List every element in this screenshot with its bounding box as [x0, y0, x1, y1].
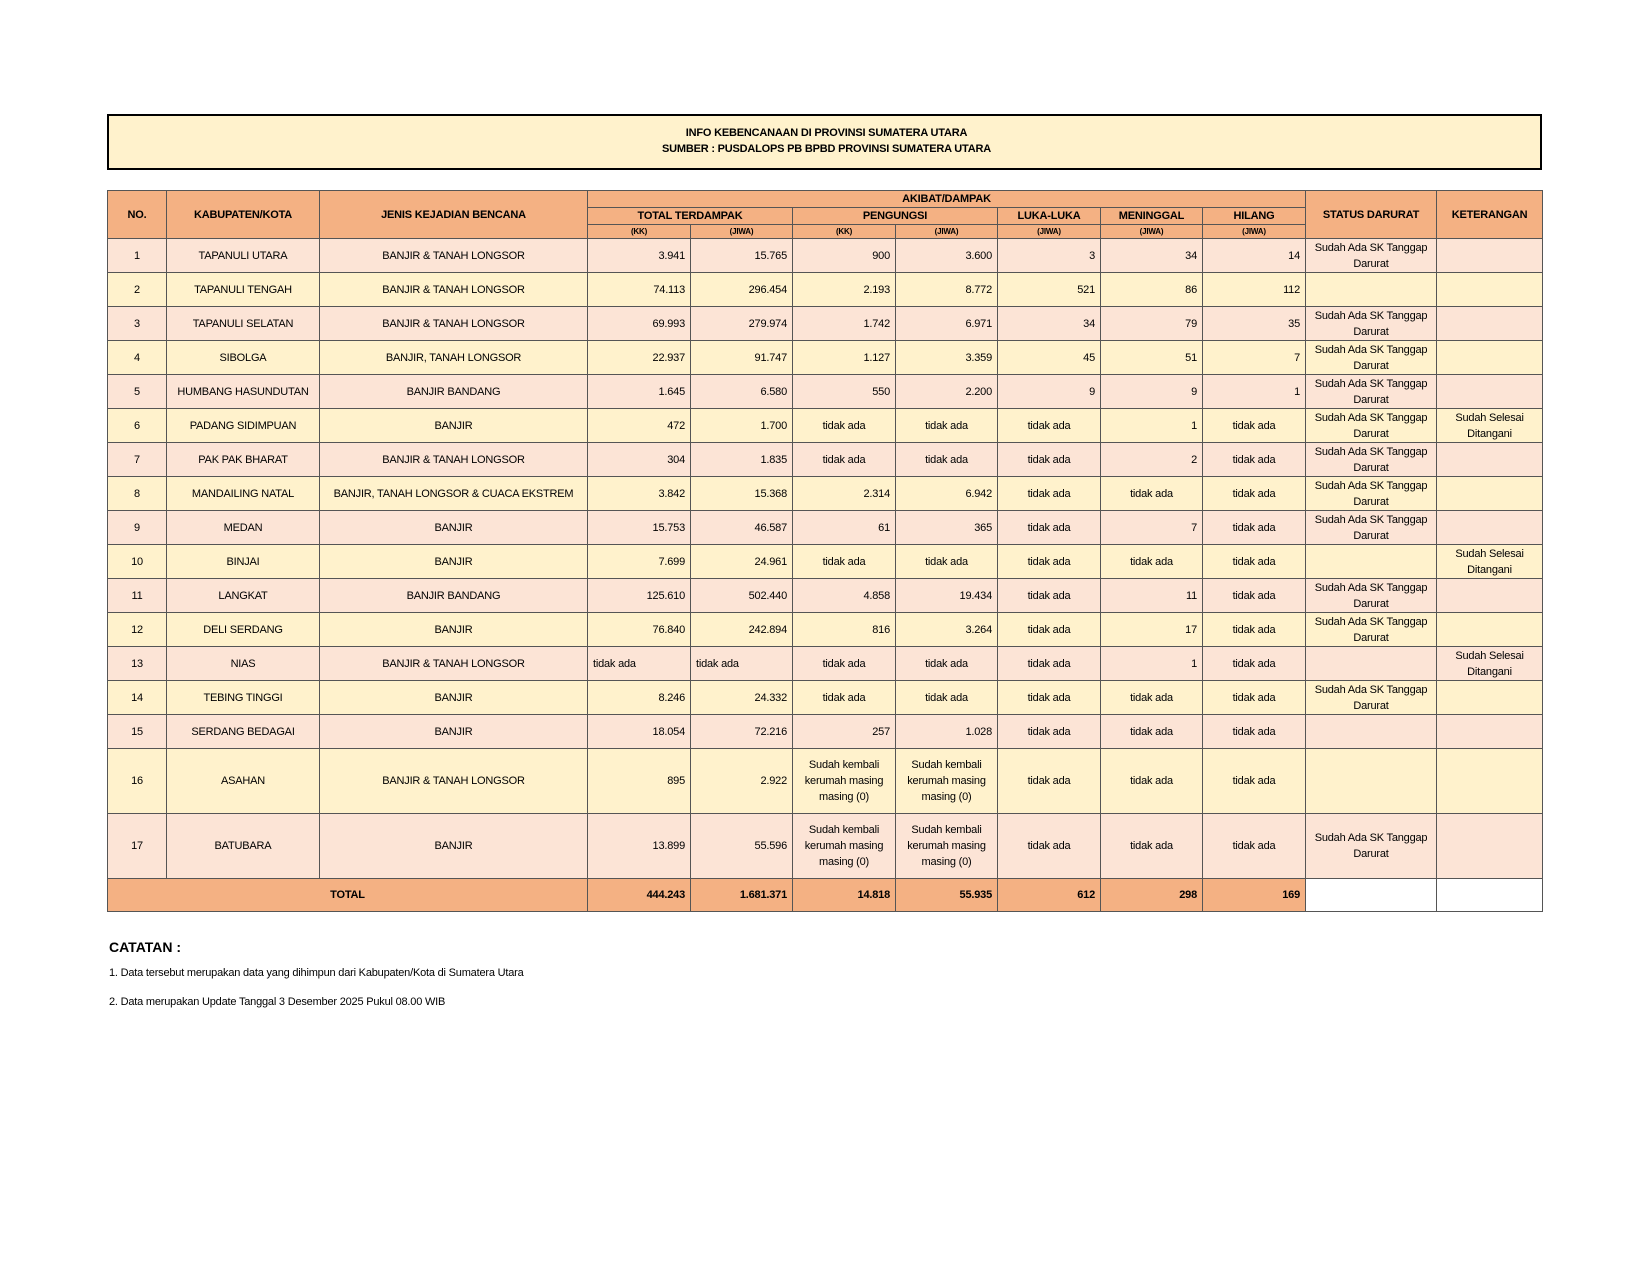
- row-number: 12: [108, 613, 167, 647]
- row-refugees-jiwa: tidak ada: [896, 681, 998, 715]
- row-affected-kk: 472: [588, 409, 691, 443]
- row-affected-jiwa: 24.332: [691, 681, 793, 715]
- table-row: [108, 239, 1543, 273]
- row-affected-kk: 76.840: [588, 613, 691, 647]
- row-affected-kk: 895: [588, 749, 691, 814]
- col-header-refugees: PENGUNGSI: [793, 208, 998, 225]
- row-number: 3: [108, 307, 167, 341]
- row-refugees-kk: 2.193: [793, 273, 896, 307]
- row-affected-kk: 3.941: [588, 239, 691, 273]
- row-injured: tidak ada: [998, 511, 1101, 545]
- row-refugees-kk: tidak ada: [793, 681, 896, 715]
- row-dead: tidak ada: [1101, 477, 1203, 511]
- row-affected-kk: 304: [588, 443, 691, 477]
- row-refugees-kk: 2.314: [793, 477, 896, 511]
- row-refugees-kk: 61: [793, 511, 896, 545]
- row-dead: tidak ada: [1101, 814, 1203, 879]
- row-affected-kk: 18.054: [588, 715, 691, 749]
- row-remarks: Sudah Selesai Ditangani: [1437, 409, 1543, 443]
- row-missing: tidak ada: [1203, 409, 1306, 443]
- row-disaster-type: BANJIR: [320, 545, 588, 579]
- table-row: [108, 715, 1543, 749]
- row-refugees-jiwa: tidak ada: [896, 443, 998, 477]
- col-header-dead: MENINGGAL: [1101, 208, 1203, 225]
- row-affected-jiwa: 1.700: [691, 409, 793, 443]
- row-injured: tidak ada: [998, 477, 1101, 511]
- row-missing: tidak ada: [1203, 613, 1306, 647]
- row-refugees-kk: 1.742: [793, 307, 896, 341]
- row-number: 9: [108, 511, 167, 545]
- row-region: ASAHAN: [167, 749, 320, 814]
- row-missing: 7: [1203, 341, 1306, 375]
- row-affected-jiwa: 15.368: [691, 477, 793, 511]
- row-dead: tidak ada: [1101, 715, 1203, 749]
- row-refugees-jiwa: 3.264: [896, 613, 998, 647]
- row-region: DELI SERDANG: [167, 613, 320, 647]
- table-row: [108, 681, 1543, 715]
- row-disaster-type: BANJIR, TANAH LONGSOR & CUACA EKSTREM: [320, 477, 588, 511]
- row-refugees-jiwa: 6.971: [896, 307, 998, 341]
- row-affected-kk: 7.699: [588, 545, 691, 579]
- total-affected-kk: 444.243: [588, 879, 691, 912]
- table-row: [108, 613, 1543, 647]
- row-remarks: [1437, 749, 1543, 814]
- row-region: SIBOLGA: [167, 341, 320, 375]
- row-region: TAPANULI SELATAN: [167, 307, 320, 341]
- table-row: [108, 647, 1543, 681]
- col-header-type: JENIS KEJADIAN BENCANA: [320, 191, 588, 239]
- row-affected-jiwa: 24.961: [691, 545, 793, 579]
- total-remarks-blank: [1437, 879, 1543, 912]
- row-dead: 7: [1101, 511, 1203, 545]
- row-refugees-jiwa: 2.200: [896, 375, 998, 409]
- row-injured: tidak ada: [998, 443, 1101, 477]
- row-injured: tidak ada: [998, 545, 1101, 579]
- row-injured: tidak ada: [998, 715, 1101, 749]
- row-status: Sudah Ada SK Tanggap Darurat: [1306, 409, 1437, 443]
- row-affected-jiwa: 242.894: [691, 613, 793, 647]
- col-header-affected: TOTAL TERDAMPAK: [588, 208, 793, 225]
- row-affected-jiwa: 6.580: [691, 375, 793, 409]
- row-region: MEDAN: [167, 511, 320, 545]
- row-affected-kk: 125.610: [588, 579, 691, 613]
- row-region: MANDAILING NATAL: [167, 477, 320, 511]
- row-disaster-type: BANJIR: [320, 409, 588, 443]
- row-number: 15: [108, 715, 167, 749]
- row-remarks: [1437, 307, 1543, 341]
- row-status: Sudah Ada SK Tanggap Darurat: [1306, 375, 1437, 409]
- row-remarks: [1437, 341, 1543, 375]
- row-affected-kk: 69.993: [588, 307, 691, 341]
- row-missing: tidak ada: [1203, 545, 1306, 579]
- row-region: TAPANULI UTARA: [167, 239, 320, 273]
- row-status: Sudah Ada SK Tanggap Darurat: [1306, 681, 1437, 715]
- row-number: 6: [108, 409, 167, 443]
- row-refugees-kk: 550: [793, 375, 896, 409]
- table-row: [108, 477, 1543, 511]
- row-injured: 521: [998, 273, 1101, 307]
- row-disaster-type: BANJIR & TANAH LONGSOR: [320, 273, 588, 307]
- row-missing: tidak ada: [1203, 477, 1306, 511]
- row-remarks: [1437, 681, 1543, 715]
- col-header-status: STATUS DARURAT: [1306, 191, 1437, 239]
- row-number: 5: [108, 375, 167, 409]
- row-region: PADANG SIDIMPUAN: [167, 409, 320, 443]
- row-refugees-jiwa: Sudah kembali kerumah masing masing (0): [896, 749, 998, 814]
- col-header-no: NO.: [108, 191, 167, 239]
- row-refugees-kk: 1.127: [793, 341, 896, 375]
- row-remarks: [1437, 814, 1543, 879]
- row-affected-kk: 13.899: [588, 814, 691, 879]
- row-affected-jiwa: 502.440: [691, 579, 793, 613]
- row-dead: tidak ada: [1101, 681, 1203, 715]
- row-status: [1306, 647, 1437, 681]
- report-title-box: [107, 114, 1542, 170]
- row-remarks: [1437, 443, 1543, 477]
- table-row: [108, 545, 1543, 579]
- table-row: [108, 273, 1543, 307]
- row-dead: tidak ada: [1101, 749, 1203, 814]
- row-disaster-type: BANJIR BANDANG: [320, 579, 588, 613]
- row-affected-jiwa: tidak ada: [691, 647, 793, 681]
- row-disaster-type: BANJIR: [320, 814, 588, 879]
- row-refugees-jiwa: 19.434: [896, 579, 998, 613]
- row-refugees-jiwa: 6.942: [896, 477, 998, 511]
- row-region: TEBING TINGGI: [167, 681, 320, 715]
- unit-header: (JIWA): [1203, 225, 1306, 239]
- row-affected-jiwa: 2.922: [691, 749, 793, 814]
- table-body: [108, 239, 1543, 912]
- row-refugees-kk: 816: [793, 613, 896, 647]
- row-dead: 11: [1101, 579, 1203, 613]
- total-refugees-kk: 14.818: [793, 879, 896, 912]
- row-missing: tidak ada: [1203, 579, 1306, 613]
- row-disaster-type: BANJIR & TANAH LONGSOR: [320, 239, 588, 273]
- col-header-remarks: KETERANGAN: [1437, 191, 1543, 239]
- table-row: [108, 579, 1543, 613]
- row-disaster-type: BANJIR & TANAH LONGSOR: [320, 307, 588, 341]
- row-disaster-type: BANJIR: [320, 613, 588, 647]
- unit-header: (KK): [588, 225, 691, 239]
- unit-header: (JIWA): [896, 225, 998, 239]
- row-status: Sudah Ada SK Tanggap Darurat: [1306, 307, 1437, 341]
- row-affected-jiwa: 72.216: [691, 715, 793, 749]
- row-dead: 1: [1101, 409, 1203, 443]
- row-injured: 34: [998, 307, 1101, 341]
- row-remarks: [1437, 579, 1543, 613]
- row-region: NIAS: [167, 647, 320, 681]
- unit-header: (JIWA): [998, 225, 1101, 239]
- row-number: 10: [108, 545, 167, 579]
- row-refugees-kk: tidak ada: [793, 545, 896, 579]
- row-status: Sudah Ada SK Tanggap Darurat: [1306, 443, 1437, 477]
- row-number: 8: [108, 477, 167, 511]
- row-status: Sudah Ada SK Tanggap Darurat: [1306, 613, 1437, 647]
- row-refugees-jiwa: tidak ada: [896, 409, 998, 443]
- row-status: Sudah Ada SK Tanggap Darurat: [1306, 511, 1437, 545]
- total-label: TOTAL: [108, 879, 588, 912]
- row-dead: 17: [1101, 613, 1203, 647]
- row-dead: 86: [1101, 273, 1203, 307]
- total-dead: 298: [1101, 879, 1203, 912]
- row-number: 7: [108, 443, 167, 477]
- row-dead: 79: [1101, 307, 1203, 341]
- row-region: PAK PAK BHARAT: [167, 443, 320, 477]
- row-injured: tidak ada: [998, 814, 1101, 879]
- row-refugees-jiwa: tidak ada: [896, 545, 998, 579]
- row-affected-jiwa: 55.596: [691, 814, 793, 879]
- table-row: [108, 814, 1543, 879]
- row-number: 17: [108, 814, 167, 879]
- row-missing: 112: [1203, 273, 1306, 307]
- row-refugees-jiwa: 365: [896, 511, 998, 545]
- row-region: TAPANULI TENGAH: [167, 273, 320, 307]
- row-remarks: [1437, 511, 1543, 545]
- row-refugees-jiwa: tidak ada: [896, 647, 998, 681]
- unit-header: (JIWA): [1101, 225, 1203, 239]
- row-refugees-jiwa: Sudah kembali kerumah masing masing (0): [896, 814, 998, 879]
- row-injured: tidak ada: [998, 613, 1101, 647]
- row-remarks: Sudah Selesai Ditangani: [1437, 545, 1543, 579]
- table-row: [108, 749, 1543, 814]
- row-status: Sudah Ada SK Tanggap Darurat: [1306, 341, 1437, 375]
- total-refugees-jiwa: 55.935: [896, 879, 998, 912]
- table-row: [108, 341, 1543, 375]
- table-row: [108, 511, 1543, 545]
- row-region: BINJAI: [167, 545, 320, 579]
- row-remarks: [1437, 613, 1543, 647]
- row-missing: tidak ada: [1203, 443, 1306, 477]
- row-missing: tidak ada: [1203, 715, 1306, 749]
- row-dead: 51: [1101, 341, 1203, 375]
- row-remarks: [1437, 715, 1543, 749]
- row-affected-jiwa: 1.835: [691, 443, 793, 477]
- row-remarks: [1437, 239, 1543, 273]
- row-disaster-type: BANJIR BANDANG: [320, 375, 588, 409]
- row-injured: tidak ada: [998, 749, 1101, 814]
- row-affected-jiwa: 46.587: [691, 511, 793, 545]
- col-header-region: KABUPATEN/KOTA: [167, 191, 320, 239]
- row-affected-jiwa: 15.765: [691, 239, 793, 273]
- row-affected-kk: tidak ada: [588, 647, 691, 681]
- row-refugees-jiwa: 8.772: [896, 273, 998, 307]
- row-number: 13: [108, 647, 167, 681]
- note-item: 2. Data merupakan Update Tanggal 3 Desember 2025 Pukul 08.00 WIB: [109, 996, 446, 1008]
- row-disaster-type: BANJIR & TANAH LONGSOR: [320, 749, 588, 814]
- row-remarks: [1437, 375, 1543, 409]
- row-disaster-type: BANJIR: [320, 715, 588, 749]
- row-status: Sudah Ada SK Tanggap Darurat: [1306, 477, 1437, 511]
- notes-title: CATATAN :: [109, 939, 182, 955]
- row-disaster-type: BANJIR & TANAH LONGSOR: [320, 443, 588, 477]
- row-injured: 3: [998, 239, 1101, 273]
- row-refugees-kk: 257: [793, 715, 896, 749]
- row-status: Sudah Ada SK Tanggap Darurat: [1306, 239, 1437, 273]
- report-title: INFO KEBENCANAAN DI PROVINSI SUMATERA UTARA: [685, 127, 968, 139]
- row-refugees-kk: Sudah kembali kerumah masing masing (0): [793, 749, 896, 814]
- row-injured: 9: [998, 375, 1101, 409]
- total-missing: 169: [1203, 879, 1306, 912]
- total-row: [108, 879, 1543, 912]
- row-refugees-kk: tidak ada: [793, 409, 896, 443]
- row-refugees-kk: Sudah kembali kerumah masing masing (0): [793, 814, 896, 879]
- row-injured: tidak ada: [998, 647, 1101, 681]
- row-status: Sudah Ada SK Tanggap Darurat: [1306, 579, 1437, 613]
- row-injured: tidak ada: [998, 409, 1101, 443]
- row-affected-kk: 15.753: [588, 511, 691, 545]
- row-injured: tidak ada: [998, 579, 1101, 613]
- row-number: 16: [108, 749, 167, 814]
- row-disaster-type: BANJIR, TANAH LONGSOR: [320, 341, 588, 375]
- row-refugees-kk: 4.858: [793, 579, 896, 613]
- row-disaster-type: BANJIR: [320, 681, 588, 715]
- row-missing: 1: [1203, 375, 1306, 409]
- row-disaster-type: BANJIR & TANAH LONGSOR: [320, 647, 588, 681]
- table-row: [108, 443, 1543, 477]
- row-remarks: [1437, 477, 1543, 511]
- row-refugees-jiwa: 3.600: [896, 239, 998, 273]
- col-header-injured: LUKA-LUKA: [998, 208, 1101, 225]
- row-dead: tidak ada: [1101, 545, 1203, 579]
- row-affected-jiwa: 279.974: [691, 307, 793, 341]
- row-region: LANGKAT: [167, 579, 320, 613]
- report-source: SUMBER : PUSDALOPS PB BPBD PROVINSI SUMATERA UTARA: [662, 143, 991, 155]
- row-affected-kk: 1.645: [588, 375, 691, 409]
- row-number: 2: [108, 273, 167, 307]
- row-affected-kk: 8.246: [588, 681, 691, 715]
- row-affected-kk: 74.113: [588, 273, 691, 307]
- row-dead: 2: [1101, 443, 1203, 477]
- row-dead: 9: [1101, 375, 1203, 409]
- row-region: HUMBANG HASUNDUTAN: [167, 375, 320, 409]
- table-row: [108, 409, 1543, 443]
- row-region: SERDANG BEDAGAI: [167, 715, 320, 749]
- note-item: 1. Data tersebut merupakan data yang dihimpun dari Kabupaten/Kota di Sumatera Utara: [109, 967, 524, 979]
- row-affected-jiwa: 296.454: [691, 273, 793, 307]
- row-injured: tidak ada: [998, 681, 1101, 715]
- row-injured: 45: [998, 341, 1101, 375]
- row-missing: tidak ada: [1203, 511, 1306, 545]
- row-missing: tidak ada: [1203, 749, 1306, 814]
- disaster-table: [107, 190, 1543, 912]
- row-missing: 35: [1203, 307, 1306, 341]
- row-missing: tidak ada: [1203, 647, 1306, 681]
- row-refugees-kk: tidak ada: [793, 443, 896, 477]
- row-status: [1306, 273, 1437, 307]
- row-status: [1306, 545, 1437, 579]
- row-refugees-jiwa: 3.359: [896, 341, 998, 375]
- row-status: [1306, 749, 1437, 814]
- unit-header: (KK): [793, 225, 896, 239]
- total-affected-jiwa: 1.681.371: [691, 879, 793, 912]
- row-refugees-jiwa: 1.028: [896, 715, 998, 749]
- total-injured: 612: [998, 879, 1101, 912]
- row-affected-jiwa: 91.747: [691, 341, 793, 375]
- row-number: 11: [108, 579, 167, 613]
- row-disaster-type: BANJIR: [320, 511, 588, 545]
- row-status: [1306, 715, 1437, 749]
- row-status: Sudah Ada SK Tanggap Darurat: [1306, 814, 1437, 879]
- row-remarks: [1437, 273, 1543, 307]
- row-refugees-kk: 900: [793, 239, 896, 273]
- table-row: [108, 307, 1543, 341]
- row-affected-kk: 22.937: [588, 341, 691, 375]
- row-remarks: Sudah Selesai Ditangani: [1437, 647, 1543, 681]
- col-header-impact: AKIBAT/DAMPAK: [588, 191, 1306, 208]
- row-missing: 14: [1203, 239, 1306, 273]
- total-status-blank: [1306, 879, 1437, 912]
- row-affected-kk: 3.842: [588, 477, 691, 511]
- row-number: 4: [108, 341, 167, 375]
- row-number: 1: [108, 239, 167, 273]
- row-dead: 34: [1101, 239, 1203, 273]
- row-missing: tidak ada: [1203, 814, 1306, 879]
- col-header-missing: HILANG: [1203, 208, 1306, 225]
- unit-header: (JIWA): [691, 225, 793, 239]
- row-refugees-kk: tidak ada: [793, 647, 896, 681]
- table-row: [108, 375, 1543, 409]
- row-number: 14: [108, 681, 167, 715]
- row-region: BATUBARA: [167, 814, 320, 879]
- row-missing: tidak ada: [1203, 681, 1306, 715]
- row-dead: 1: [1101, 647, 1203, 681]
